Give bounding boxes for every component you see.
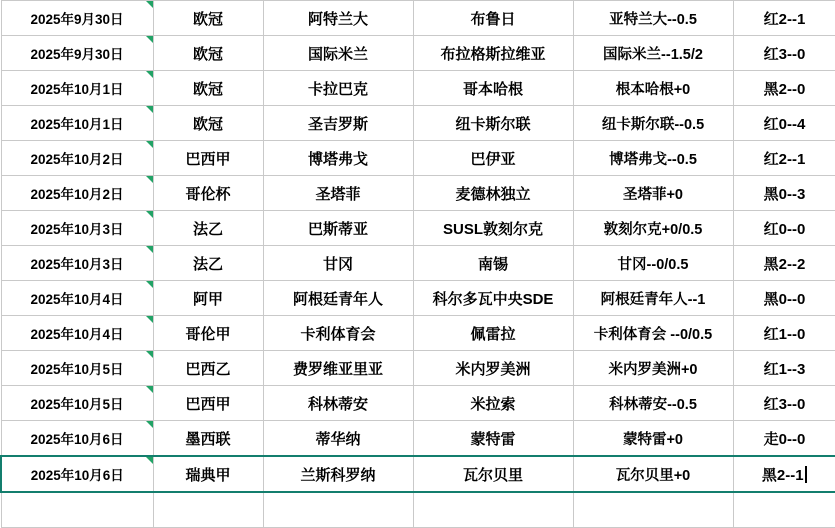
cell-date-text: 2025年10月6日 — [30, 432, 124, 447]
cell-away-team-text: 米内罗美洲 — [455, 360, 531, 378]
cell-away-team[interactable] — [413, 141, 573, 176]
cell-away-team-text: SUSL敦刻尔克 — [442, 220, 543, 238]
cell-league-text: 阿甲 — [192, 290, 223, 308]
cell-home-team[interactable] — [263, 176, 413, 211]
table-row[interactable] — [1, 421, 835, 457]
cell-handicap-text: 瓦尔贝里+0 — [615, 467, 691, 484]
cell-away-team-text: 哥本哈根 — [462, 80, 523, 98]
cell-result[interactable] — [733, 141, 835, 176]
cell-away-team-text: 蒙特雷 — [470, 430, 516, 448]
cell-league[interactable] — [153, 456, 263, 492]
cell-result-text: 黑2--1 — [761, 466, 804, 484]
cell-league[interactable] — [153, 351, 263, 386]
cell-home-team[interactable] — [263, 421, 413, 457]
cell-result-text: 黑0--0 — [763, 290, 806, 308]
cell-home-team-text: 国际米兰 — [307, 45, 368, 63]
cell-home-team-text: 科林蒂安 — [307, 395, 368, 413]
cell-result[interactable] — [733, 316, 835, 351]
cell-away-team[interactable] — [413, 316, 573, 351]
text-cursor — [805, 466, 807, 483]
comment-marker-icon — [146, 246, 153, 253]
comment-marker-icon — [146, 211, 153, 218]
cell-league[interactable] — [153, 386, 263, 421]
cell-home-team[interactable] — [263, 246, 413, 281]
cell-home-team[interactable] — [263, 316, 413, 351]
comment-marker-icon — [146, 71, 153, 78]
cell-away-team[interactable] — [413, 71, 573, 106]
cell-away-team[interactable] — [413, 386, 573, 421]
cell-league-text: 法乙 — [192, 220, 223, 238]
cell-date[interactable] — [1, 106, 153, 141]
cell-result[interactable] — [733, 36, 835, 71]
cell-result[interactable] — [733, 246, 835, 281]
cell-away-team[interactable] — [413, 36, 573, 71]
cell-league[interactable] — [153, 106, 263, 141]
cell-handicap[interactable] — [573, 211, 733, 246]
cell-result[interactable] — [733, 351, 835, 386]
cell-handicap-text: 敦刻尔克+0/0.5 — [603, 221, 703, 238]
cell-home-team[interactable] — [263, 386, 413, 421]
cell-result-text: 红2--1 — [763, 10, 806, 28]
cell-handicap[interactable] — [573, 316, 733, 351]
comment-marker-icon — [146, 421, 153, 428]
cell-handicap-text: 亚特兰大--0.5 — [609, 11, 697, 28]
cell-league-text: 哥伦甲 — [185, 325, 231, 343]
cell-date-text: 2025年10月6日 — [30, 468, 124, 483]
cell-result[interactable] — [733, 1, 835, 36]
cell-empty[interactable] — [153, 492, 263, 528]
cell-handicap-text: 纽卡斯尔联--0.5 — [601, 116, 705, 133]
cell-handicap[interactable] — [573, 176, 733, 211]
cell-home-team[interactable] — [263, 351, 413, 386]
table-row[interactable] — [1, 456, 835, 492]
comment-marker-icon — [146, 281, 153, 288]
cell-result[interactable] — [733, 211, 835, 246]
cell-date-text: 2025年10月1日 — [30, 117, 124, 132]
cell-result-text: 黑0--3 — [763, 185, 806, 203]
cell-home-team-text: 兰斯科罗纳 — [300, 466, 376, 484]
cell-date-text: 2025年10月3日 — [30, 222, 124, 237]
cell-date-text: 2025年10月3日 — [30, 257, 124, 272]
cell-home-team-text: 卡利体育会 — [300, 325, 376, 343]
cell-date-text: 2025年10月2日 — [30, 187, 124, 202]
cell-league-text: 哥伦杯 — [185, 185, 231, 203]
table-row[interactable] — [1, 141, 835, 176]
comment-marker-icon — [146, 457, 153, 464]
cell-empty[interactable] — [263, 492, 413, 528]
cell-away-team-text: 纽卡斯尔联 — [455, 115, 531, 133]
comment-marker-icon — [146, 106, 153, 113]
cell-date-text: 2025年10月2日 — [30, 152, 124, 167]
cell-date[interactable] — [1, 176, 153, 211]
cell-home-team-text: 甘冈 — [322, 255, 353, 273]
cell-date[interactable] — [1, 1, 153, 36]
cell-result[interactable] — [733, 176, 835, 211]
cell-result[interactable] — [733, 281, 835, 316]
cell-handicap-text: 根本哈根+0 — [615, 81, 691, 98]
cell-league[interactable] — [153, 211, 263, 246]
table-row[interactable] — [1, 36, 835, 71]
cell-league-text: 巴西甲 — [185, 150, 231, 168]
cell-home-team-text: 圣塔菲 — [315, 185, 361, 203]
cell-result[interactable] — [733, 421, 835, 457]
cell-handicap-text: 阿根廷青年人--1 — [600, 291, 706, 308]
comment-marker-icon — [146, 141, 153, 148]
cell-handicap-text: 甘冈--0/0.5 — [617, 256, 689, 273]
cell-league-text: 瑞典甲 — [185, 466, 231, 484]
cell-handicap[interactable] — [573, 281, 733, 316]
cell-away-team-text: 米拉索 — [470, 395, 516, 413]
cell-date[interactable] — [1, 421, 153, 457]
cell-result[interactable] — [733, 456, 835, 492]
cell-league-text: 巴西甲 — [185, 395, 231, 413]
match-table-body — [1, 1, 835, 528]
cell-away-team[interactable] — [413, 176, 573, 211]
cell-away-team-text: 瓦尔贝里 — [462, 466, 523, 484]
cell-away-team-text: 麦德林独立 — [455, 185, 531, 203]
cell-away-team[interactable] — [413, 456, 573, 492]
cell-result-text: 红0--4 — [763, 115, 806, 133]
cell-away-team-text: 科尔多瓦中央SDE — [432, 290, 554, 308]
cell-home-team-text: 阿特兰大 — [307, 10, 368, 28]
cell-away-team[interactable] — [413, 246, 573, 281]
cell-home-team[interactable] — [263, 281, 413, 316]
cell-away-team[interactable] — [413, 351, 573, 386]
cell-empty[interactable] — [413, 492, 573, 528]
table-row[interactable] — [1, 71, 835, 106]
table-row[interactable] — [1, 176, 835, 211]
cell-handicap[interactable] — [573, 246, 733, 281]
cell-handicap-text: 科林蒂安--0.5 — [609, 396, 697, 413]
cell-home-team[interactable] — [263, 141, 413, 176]
table-row[interactable] — [1, 316, 835, 351]
cell-league[interactable] — [153, 246, 263, 281]
cell-date[interactable] — [1, 211, 153, 246]
cell-date-text: 2025年10月5日 — [30, 397, 124, 412]
table-row[interactable] — [1, 386, 835, 421]
cell-league[interactable] — [153, 421, 263, 457]
cell-date-text: 2025年10月4日 — [30, 292, 124, 307]
table-row[interactable] — [1, 1, 835, 36]
cell-away-team-text: 布鲁日 — [470, 10, 516, 28]
cell-league-text: 墨西联 — [185, 430, 231, 448]
cell-result-text: 红1--0 — [763, 325, 806, 343]
cell-league[interactable] — [153, 281, 263, 316]
cell-league[interactable] — [153, 316, 263, 351]
cell-league-text: 欧冠 — [192, 80, 223, 98]
cell-home-team-text: 巴斯蒂亚 — [307, 220, 368, 238]
cell-result[interactable] — [733, 71, 835, 106]
cell-handicap[interactable] — [573, 106, 733, 141]
cell-result-text: 红3--0 — [763, 395, 806, 413]
comment-marker-icon — [146, 36, 153, 43]
comment-marker-icon — [146, 316, 153, 323]
cell-date[interactable] — [1, 316, 153, 351]
cell-empty[interactable] — [573, 492, 733, 528]
cell-date[interactable] — [1, 246, 153, 281]
cell-handicap[interactable] — [573, 71, 733, 106]
cell-home-team-text: 博塔弗戈 — [307, 150, 368, 168]
cell-away-team-text: 南锡 — [477, 255, 508, 273]
cell-home-team-text: 费罗维亚里亚 — [292, 360, 383, 378]
cell-result-text: 红3--0 — [763, 45, 806, 63]
table-row[interactable] — [1, 106, 835, 141]
cell-league-text: 欧冠 — [192, 45, 223, 63]
cell-home-team-text: 蒂华纳 — [315, 430, 361, 448]
cell-home-team-text: 卡拉巴克 — [307, 80, 368, 98]
cell-handicap[interactable] — [573, 1, 733, 36]
cell-date[interactable] — [1, 281, 153, 316]
cell-handicap[interactable] — [573, 141, 733, 176]
cell-league[interactable] — [153, 176, 263, 211]
cell-league[interactable] — [153, 141, 263, 176]
cell-league[interactable] — [153, 1, 263, 36]
cell-league[interactable] — [153, 71, 263, 106]
cell-date[interactable] — [1, 141, 153, 176]
cell-home-team[interactable] — [263, 1, 413, 36]
cell-away-team[interactable] — [413, 211, 573, 246]
cell-away-team[interactable] — [413, 1, 573, 36]
cell-home-team-text: 圣吉罗斯 — [307, 115, 368, 133]
cell-handicap-text: 蒙特雷+0 — [622, 431, 684, 448]
cell-empty[interactable] — [733, 492, 835, 528]
cell-league-text: 巴西乙 — [185, 360, 231, 378]
cell-date-text: 2025年9月30日 — [30, 12, 124, 27]
cell-league[interactable] — [153, 36, 263, 71]
comment-marker-icon — [146, 1, 153, 8]
cell-date-text: 2025年10月5日 — [30, 362, 124, 377]
cell-away-team-text: 布拉格斯拉维亚 — [440, 45, 546, 63]
cell-league-text: 欧冠 — [192, 115, 223, 133]
table-row[interactable] — [1, 351, 835, 386]
cell-handicap[interactable] — [573, 421, 733, 457]
cell-date-text: 2025年10月1日 — [30, 82, 124, 97]
cell-home-team[interactable] — [263, 36, 413, 71]
cell-away-team-text: 巴伊亚 — [470, 150, 516, 168]
cell-handicap-text: 国际米兰--1.5/2 — [603, 46, 703, 63]
cell-date-text: 2025年9月30日 — [30, 47, 124, 62]
cell-handicap[interactable] — [573, 386, 733, 421]
cell-result-text: 红0--0 — [763, 220, 806, 238]
cell-handicap[interactable] — [573, 36, 733, 71]
cell-away-team[interactable] — [413, 281, 573, 316]
cell-home-team[interactable] — [263, 456, 413, 492]
cell-handicap[interactable] — [573, 456, 733, 492]
cell-date[interactable] — [1, 386, 153, 421]
cell-result-text: 红2--1 — [763, 150, 806, 168]
cell-result[interactable] — [733, 386, 835, 421]
cell-result-text: 黑2--2 — [763, 255, 806, 273]
cell-result-text: 红1--3 — [763, 360, 806, 378]
cell-handicap-text: 米内罗美洲+0 — [608, 361, 698, 378]
cell-result-text: 黑2--0 — [763, 80, 806, 98]
cell-league-text: 欧冠 — [192, 10, 223, 28]
comment-marker-icon — [146, 386, 153, 393]
cell-date[interactable] — [1, 71, 153, 106]
cell-handicap[interactable] — [573, 351, 733, 386]
cell-home-team[interactable] — [263, 71, 413, 106]
cell-empty[interactable] — [1, 492, 153, 528]
cell-date[interactable] — [1, 456, 153, 492]
cell-home-team-text: 阿根廷青年人 — [292, 290, 383, 308]
cell-home-team[interactable] — [263, 211, 413, 246]
table-row[interactable] — [1, 246, 835, 281]
cell-away-team-text: 佩雷拉 — [470, 325, 516, 343]
table-row-partial[interactable] — [1, 492, 835, 528]
table-row[interactable] — [1, 281, 835, 316]
cell-away-team[interactable] — [413, 421, 573, 457]
cell-handicap-text: 博塔弗戈--0.5 — [609, 151, 697, 168]
cell-date[interactable] — [1, 36, 153, 71]
cell-league-text: 法乙 — [192, 255, 223, 273]
cell-handicap-text: 卡利体育会 --0/0.5 — [593, 326, 713, 343]
comment-marker-icon — [146, 176, 153, 183]
cell-date[interactable] — [1, 351, 153, 386]
cell-handicap-text: 圣塔菲+0 — [622, 186, 684, 203]
cell-date-text: 2025年10月4日 — [30, 327, 124, 342]
cell-home-team[interactable] — [263, 106, 413, 141]
cell-away-team[interactable] — [413, 106, 573, 141]
table-row[interactable] — [1, 211, 835, 246]
comment-marker-icon — [146, 351, 153, 358]
cell-result-text: 走0--0 — [763, 430, 806, 448]
cell-result[interactable] — [733, 106, 835, 141]
